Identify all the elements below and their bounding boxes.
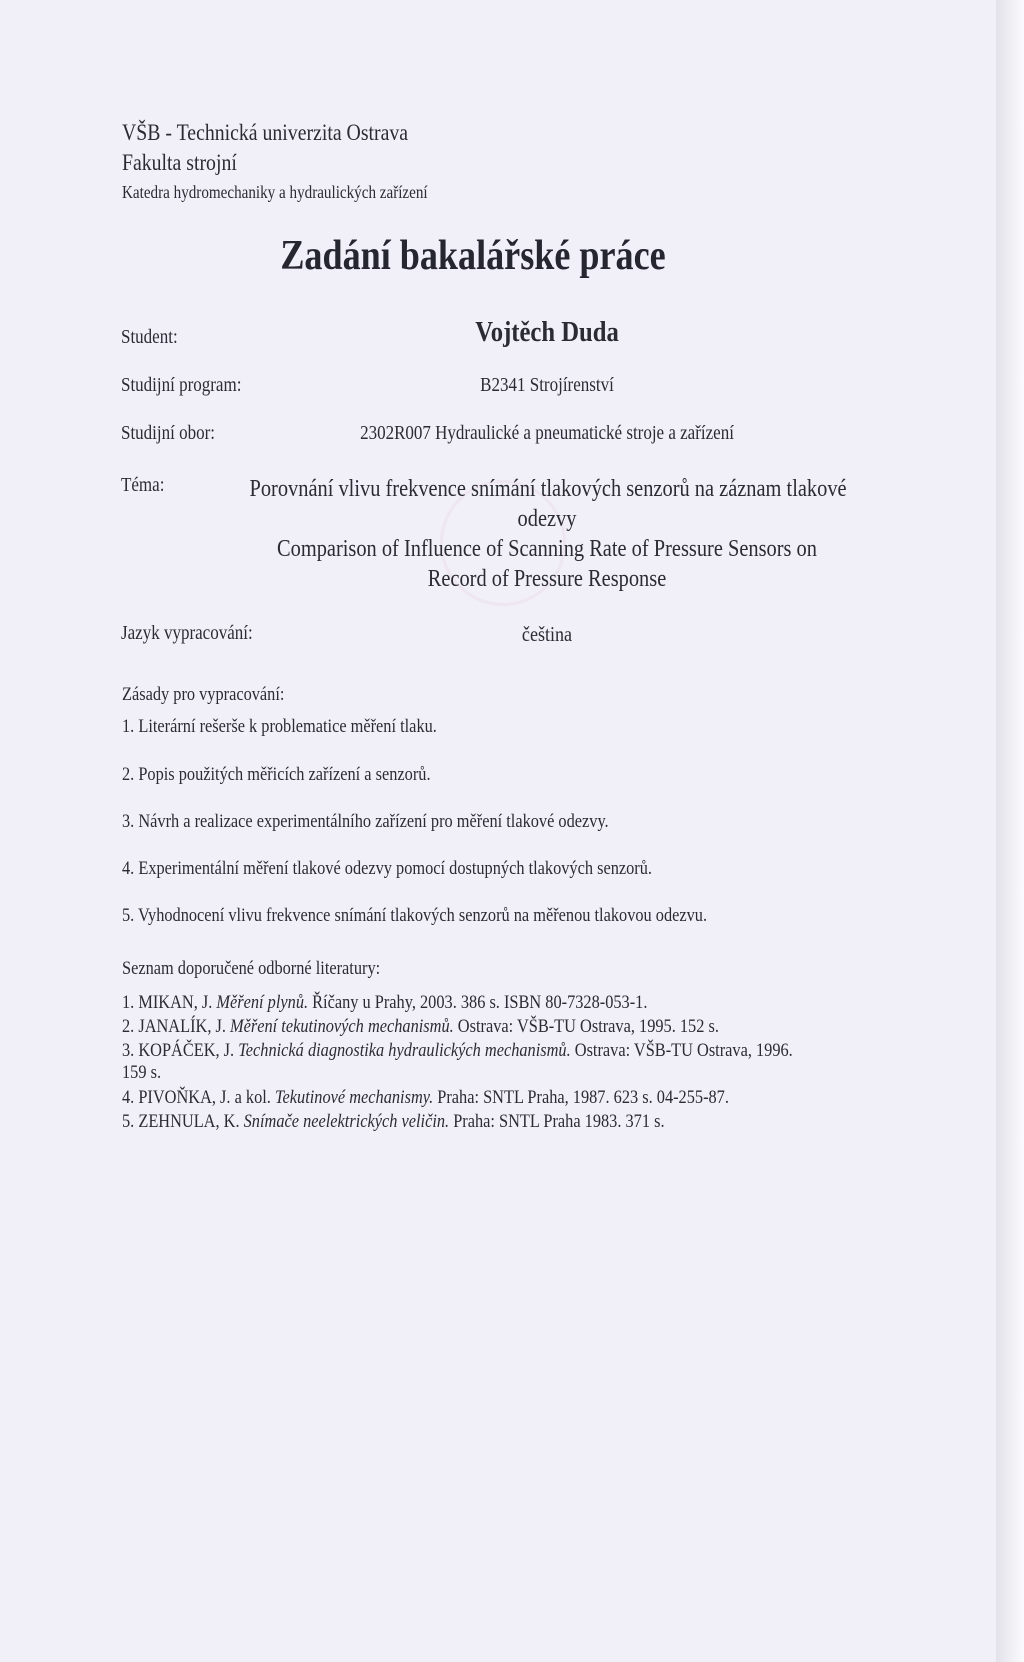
guideline-item: 2. Popis použitých měřicích zařízení a senzorů. (122, 764, 431, 785)
page-edge-shadow (996, 0, 1024, 1662)
student-name: Vojtěch Duda (475, 316, 619, 348)
reference-item-continuation: 159 s. (122, 1062, 162, 1083)
reference-item: 3. KOPÁČEK, J. Technická diagnostika hydraulických mechanismů. Ostrava: VŠB-TU Ostrava, 1996. (122, 1040, 793, 1061)
department-name: Katedra hydromechaniky a hydraulických zařízení (122, 182, 428, 202)
topic-line: Porovnání vlivu frekvence snímání tlakových senzorů na záznam tlakové (249, 476, 847, 502)
guideline-item: 1. Literární rešerše k problematice měření tlaku. (122, 716, 437, 737)
topic-line: Record of Pressure Response (427, 566, 667, 592)
topic-line: Comparison of Influence of Scanning Rate of Pressure Sensors on (277, 536, 817, 562)
university-name: VŠB - Technická univerzita Ostrava (122, 120, 409, 145)
program-value: B2341 Strojírenství (480, 374, 614, 396)
guideline-item: 4. Experimentální měření tlakové odezvy pomocí dostupných tlakových senzorů. (122, 858, 653, 879)
reference-item: 1. MIKAN, J. Měření plynů. Říčany u Prahy, 2003. 386 s. ISBN 80-7328-053-1. (122, 992, 648, 1013)
literature-title: Seznam doporučené odborné literatury: (122, 958, 381, 979)
guidelines-title: Zásady pro vypracování: (122, 684, 285, 705)
field-of-study-label: Studijní obor: (121, 422, 215, 444)
field-of-study-value: 2302R007 Hydraulické a pneumatické stroje a zařízení (360, 422, 734, 444)
reference-item: 5. ZEHNULA, K. Snímače neelektrických veličin. Praha: SNTL Praha 1983. 371 s. (122, 1111, 665, 1132)
topic-line: odezvy (517, 506, 577, 532)
guideline-item: 3. Návrh a realizace experimentálního zařízení pro měření tlakové odezvy. (122, 811, 609, 832)
program-label: Studijní program: (121, 374, 242, 396)
topic-text (197, 474, 897, 594)
faculty-name: Fakulta strojní (122, 150, 237, 175)
topic-label: Téma: (121, 474, 165, 496)
document-title: Zadání bakalářské práce (280, 233, 666, 279)
reference-item: 2. JANALÍK, J. Měření tekutinových mechanismů. Ostrava: VŠB-TU Ostrava, 1995. 152 s. (122, 1016, 719, 1037)
language-value: čeština (521, 622, 573, 646)
guideline-item: 5. Vyhodnocení vlivu frekvence snímání tlakových senzorů na měřenou tlakovou odezvu. (122, 905, 708, 926)
reference-item: 4. PIVOŇKA, J. a kol. Tekutinové mechanismy. Praha: SNTL Praha, 1987. 623 s. 04-255-87. (122, 1087, 729, 1108)
student-label: Student: (121, 326, 178, 348)
language-label: Jazyk vypracování: (121, 622, 253, 644)
